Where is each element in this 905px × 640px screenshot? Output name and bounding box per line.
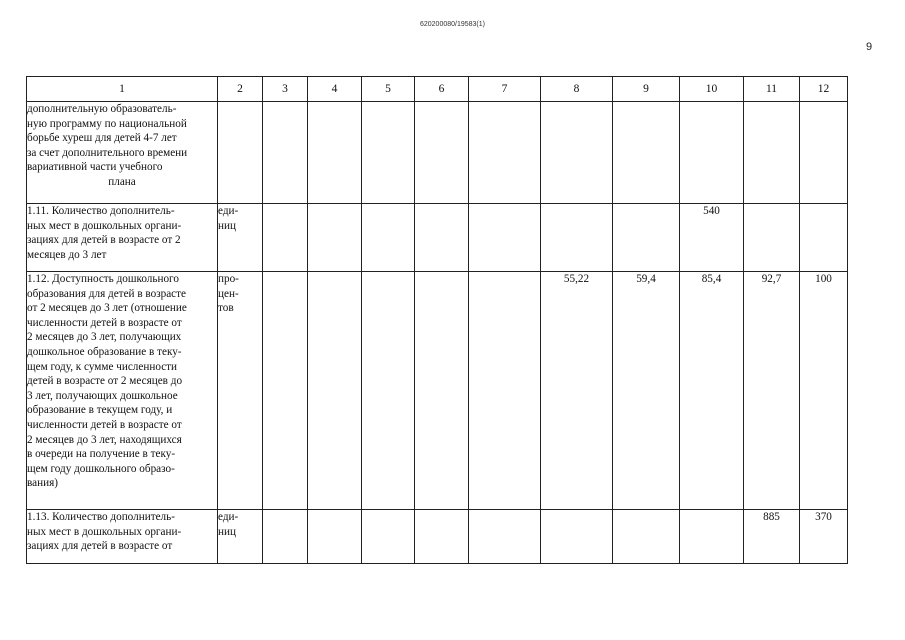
description-line: щем году, к сумме численности	[27, 360, 178, 373]
value-cell: 370	[800, 510, 848, 564]
row-description	[27, 272, 218, 510]
description-line: ных мест в дошкольных органи-	[27, 525, 182, 538]
value-cell	[541, 510, 613, 564]
unit-line: про-	[218, 273, 239, 285]
row-description	[27, 204, 218, 272]
description-line: 1.11. Количество дополнитель-	[27, 205, 175, 217]
value-cell	[469, 204, 541, 272]
unit-line: еди-	[218, 205, 239, 217]
description-line: детей в возрасте от 2 месяцев до	[27, 375, 183, 388]
unit-line: ниц	[218, 219, 236, 232]
value-cell	[362, 204, 415, 272]
value-cell	[362, 510, 415, 564]
row-description	[27, 102, 218, 204]
description-line: ных мест в дошкольных органи-	[27, 219, 182, 232]
column-header: 11	[744, 77, 800, 102]
row-unit	[218, 272, 263, 510]
description-line: вания)	[27, 477, 58, 490]
value-cell	[680, 102, 744, 204]
value-cell	[415, 510, 469, 564]
column-header: 10	[680, 77, 744, 102]
value-cell	[541, 204, 613, 272]
description-line: 2 месяцев до 3 лет, получающих	[27, 331, 182, 344]
column-header: 12	[800, 77, 848, 102]
unit-line: еди-	[218, 511, 239, 523]
description-line: щем году дошкольного образо-	[27, 462, 175, 475]
description-line: численности детей в возрасте от	[27, 316, 182, 329]
table-header-row	[27, 77, 848, 102]
value-cell	[469, 102, 541, 204]
column-header: 6	[415, 77, 469, 102]
unit-line: тов	[218, 302, 234, 315]
column-header: 7	[469, 77, 541, 102]
column-header: 9	[613, 77, 680, 102]
value-cell	[308, 510, 362, 564]
description-line: 1.12. Доступность дошкольного	[27, 273, 179, 285]
document-id: 620200080/19583(1)	[419, 21, 485, 28]
description-line: численности детей в возрасте от	[27, 418, 182, 431]
value-cell: 540	[680, 204, 744, 272]
value-cell	[613, 510, 680, 564]
unit-line: цен-	[218, 287, 239, 300]
value-cell	[308, 272, 362, 510]
column-header: 4	[308, 77, 362, 102]
table-row	[27, 510, 848, 564]
value-cell	[744, 204, 800, 272]
value-cell	[613, 102, 680, 204]
row-unit	[218, 510, 263, 564]
description-line: от 2 месяцев до 3 лет (отношение	[27, 302, 187, 315]
description-line: ную программу по национальной	[27, 117, 187, 130]
description-line: дополнительную образователь-	[27, 103, 177, 115]
column-header: 8	[541, 77, 613, 102]
value-cell: 55,22	[541, 272, 613, 510]
description-line: вариативной части учебного	[27, 161, 163, 174]
value-cell	[744, 102, 800, 204]
description-line: 3 лет, получающих дошкольное	[27, 389, 178, 402]
description-line: зациях для детей в возрасте от	[27, 540, 173, 553]
value-cell	[263, 272, 308, 510]
value-cell	[263, 102, 308, 204]
column-header: 1	[27, 77, 218, 102]
description-line: 1.13. Количество дополнитель-	[27, 511, 175, 523]
description-line: за счет дополнительного времени	[27, 146, 188, 159]
table-row	[27, 102, 848, 204]
value-cell	[362, 102, 415, 204]
column-header: 5	[362, 77, 415, 102]
value-cell	[263, 204, 308, 272]
data-table	[26, 76, 848, 564]
value-cell: 92,7	[744, 272, 800, 510]
value-cell	[613, 204, 680, 272]
row-description	[27, 510, 218, 564]
value-cell: 59,4	[613, 272, 680, 510]
description-line: борьбе хуреш для детей 4-7 лет	[27, 132, 177, 145]
value-cell	[415, 272, 469, 510]
value-cell	[415, 204, 469, 272]
value-cell	[415, 102, 469, 204]
value-cell	[263, 510, 308, 564]
table-row	[27, 204, 848, 272]
description-line: плана	[108, 175, 136, 188]
description-line: образование в текущем году, и	[27, 404, 173, 417]
value-cell	[541, 102, 613, 204]
column-header: 2	[218, 77, 263, 102]
description-line: дошкольное образование в теку-	[27, 345, 182, 358]
value-cell	[469, 272, 541, 510]
description-line: в очереди на получение в теку-	[27, 448, 176, 461]
value-cell	[362, 272, 415, 510]
column-header: 3	[263, 77, 308, 102]
row-unit	[218, 204, 263, 272]
value-cell	[308, 204, 362, 272]
unit-line: ниц	[218, 525, 236, 538]
description-line: месяцев до 3 лет	[27, 248, 107, 261]
description-line: зациях для детей в возрасте от 2	[27, 234, 181, 247]
description-line: образования для детей в возрасте	[27, 287, 187, 300]
value-cell	[800, 204, 848, 272]
value-cell: 885	[744, 510, 800, 564]
row-unit	[218, 102, 263, 204]
value-cell: 85,4	[680, 272, 744, 510]
value-cell	[680, 510, 744, 564]
page-number: 9	[866, 41, 873, 53]
value-cell	[308, 102, 362, 204]
value-cell: 100	[800, 272, 848, 510]
value-cell	[469, 510, 541, 564]
table-row	[27, 272, 848, 510]
value-cell	[800, 102, 848, 204]
description-line: 2 месяцев до 3 лет, находящихся	[27, 433, 182, 446]
